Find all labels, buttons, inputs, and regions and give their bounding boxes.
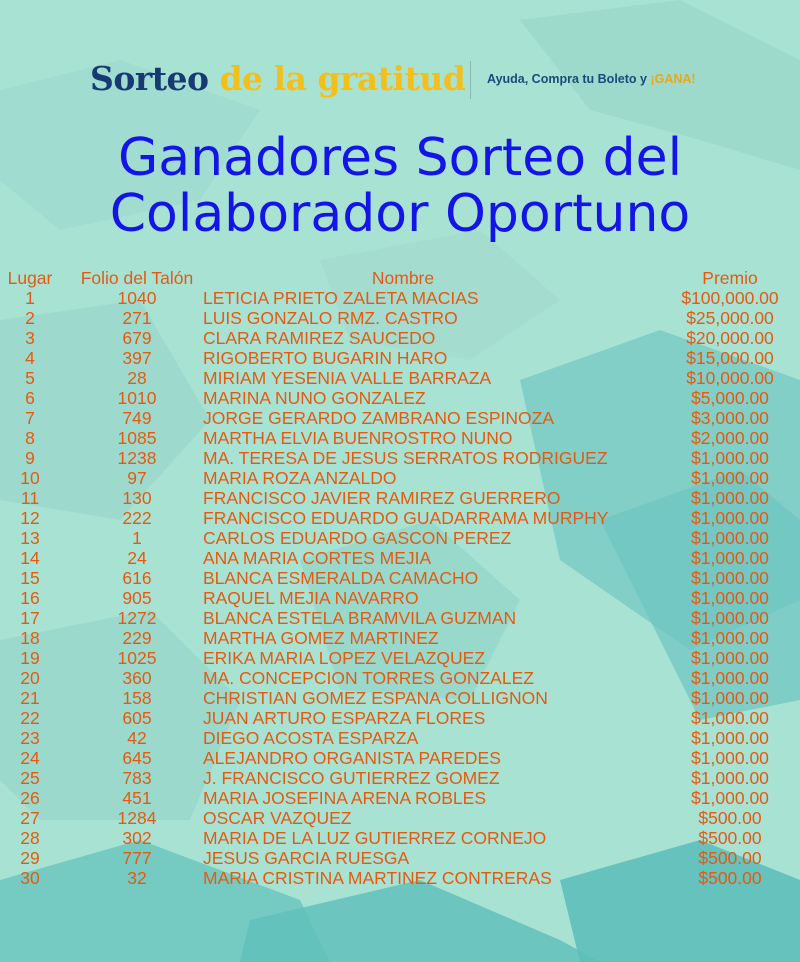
table-row: [0, 328, 800, 348]
cell-premio: $1,000.00: [691, 668, 769, 688]
cell-lugar: 6: [25, 388, 35, 408]
cell-lugar: 7: [25, 408, 35, 428]
cell-premio: $3,000.00: [691, 408, 769, 428]
cell-lugar: 13: [20, 528, 40, 548]
cell-lugar: 25: [20, 768, 40, 788]
header-folio: Folio del Talón: [80, 268, 194, 288]
cell-premio: $1,000.00: [691, 728, 769, 748]
cell-folio: 24: [127, 548, 147, 568]
table-row: [0, 768, 800, 788]
table-row: [0, 648, 800, 668]
cell-folio: 130: [122, 488, 152, 508]
table-row: [0, 468, 800, 488]
cell-premio: $500.00: [698, 808, 762, 828]
cell-folio: 97: [127, 468, 147, 488]
cell-nombre: BLANCA ESMERALDA CAMACHO: [203, 568, 479, 588]
cell-folio: 360: [122, 668, 152, 688]
table-body: [0, 288, 800, 888]
table-row: [0, 848, 800, 868]
table-header: [0, 268, 800, 288]
table-row: [0, 828, 800, 848]
table-row: [0, 708, 800, 728]
cell-nombre: FRANCISCO EDUARDO GUADARRAMA MURPHY: [203, 508, 609, 528]
cell-nombre: MARIA JOSEFINA ARENA ROBLES: [203, 788, 487, 808]
cell-folio: 158: [122, 688, 152, 708]
cell-folio: 1085: [117, 428, 157, 448]
tagline: [487, 72, 696, 86]
cell-lugar: 8: [25, 428, 35, 448]
cell-nombre: BLANCA ESTELA BRAMVILA GUZMAN: [203, 608, 517, 628]
table-row: [0, 788, 800, 808]
cell-nombre: DIEGO ACOSTA ESPARZA: [203, 728, 419, 748]
cell-nombre: CHRISTIAN GOMEZ ESPANA COLLIGNON: [203, 688, 548, 708]
cell-folio: 905: [122, 588, 152, 608]
cell-lugar: 18: [20, 628, 40, 648]
table-row: [0, 528, 800, 548]
cell-lugar: 22: [20, 708, 40, 728]
cell-lugar: 14: [20, 548, 40, 568]
cell-premio: $1,000.00: [691, 488, 769, 508]
cell-folio: 1238: [117, 448, 157, 468]
cell-lugar: 21: [20, 688, 40, 708]
cell-premio: $1,000.00: [691, 588, 769, 608]
cell-premio: $1,000.00: [691, 708, 769, 728]
cell-nombre: FRANCISCO JAVIER RAMIREZ GUERRERO: [203, 488, 561, 508]
cell-folio: 42: [127, 728, 147, 748]
cell-lugar: 28: [20, 828, 40, 848]
table-row: [0, 628, 800, 648]
cell-folio: 222: [122, 508, 152, 528]
cell-folio: 645: [122, 748, 152, 768]
cell-nombre: RAQUEL MEJIA NAVARRO: [203, 588, 419, 608]
cell-folio: 616: [122, 568, 152, 588]
cell-premio: $1,000.00: [691, 568, 769, 588]
cell-nombre: JESUS GARCIA RUESGA: [203, 848, 410, 868]
table-row: [0, 368, 800, 388]
cell-folio: 679: [122, 328, 152, 348]
cell-lugar: 30: [20, 868, 40, 888]
cell-premio: $500.00: [698, 868, 762, 888]
table-row: [0, 548, 800, 568]
cell-premio: $1,000.00: [691, 448, 769, 468]
cell-lugar: 15: [20, 568, 40, 588]
cell-folio: 302: [122, 828, 152, 848]
cell-premio: $1,000.00: [691, 508, 769, 528]
cell-premio: $1,000.00: [691, 688, 769, 708]
cell-lugar: 10: [20, 468, 40, 488]
table-row: [0, 348, 800, 368]
cell-nombre: MARINA NUNO GONZALEZ: [203, 388, 426, 408]
winners-table: [0, 268, 800, 888]
cell-lugar: 17: [20, 608, 40, 628]
table-row: [0, 808, 800, 828]
cell-folio: 1010: [117, 388, 157, 408]
cell-nombre: MA. CONCEPCION TORRES GONZALEZ: [203, 668, 534, 688]
cell-premio: $500.00: [698, 848, 762, 868]
cell-premio: $2,000.00: [691, 428, 769, 448]
cell-premio: $1,000.00: [691, 748, 769, 768]
logo-divider: [470, 61, 471, 99]
logo-header: [0, 58, 800, 104]
cell-lugar: 9: [25, 448, 35, 468]
tagline-accent: ¡GANA!: [650, 72, 696, 86]
cell-premio: $25,000.00: [686, 308, 774, 328]
table-row: [0, 488, 800, 508]
tagline-text: Ayuda, Compra tu Boleto y: [487, 72, 647, 86]
cell-folio: 1284: [117, 808, 157, 828]
cell-folio: 28: [127, 368, 147, 388]
cell-nombre: MARIA DE LA LUZ GUTIERREZ CORNEJO: [203, 828, 547, 848]
cell-lugar: 11: [20, 488, 40, 508]
cell-folio: 605: [122, 708, 152, 728]
table-row: [0, 748, 800, 768]
cell-nombre: JORGE GERARDO ZAMBRANO ESPINOZA: [203, 408, 555, 428]
logo-text-sorteo: Sorteo: [90, 59, 209, 98]
table-row: [0, 408, 800, 428]
table-row: [0, 668, 800, 688]
table-row: [0, 688, 800, 708]
cell-premio: $10,000.00: [686, 368, 774, 388]
cell-lugar: 19: [20, 648, 40, 668]
cell-nombre: MARTHA GOMEZ MARTINEZ: [203, 628, 439, 648]
cell-lugar: 5: [25, 368, 35, 388]
cell-folio: 1040: [117, 288, 157, 308]
cell-folio: 451: [122, 788, 152, 808]
cell-lugar: 3: [25, 328, 35, 348]
cell-lugar: 20: [20, 668, 40, 688]
cell-premio: $1,000.00: [691, 468, 769, 488]
cell-nombre: CLARA RAMIREZ SAUCEDO: [203, 328, 436, 348]
cell-lugar: 26: [20, 788, 40, 808]
cell-premio: $5,000.00: [691, 388, 769, 408]
header-premio: Premio: [702, 268, 758, 288]
table-row: [0, 388, 800, 408]
cell-folio: 783: [122, 768, 152, 788]
cell-nombre: ANA MARIA CORTES MEJIA: [203, 548, 432, 568]
cell-nombre: MARIA CRISTINA MARTINEZ CONTRERAS: [203, 868, 552, 888]
cell-folio: 32: [127, 868, 147, 888]
logo-text-gratitud: de la gratitud: [219, 59, 466, 98]
cell-lugar: 23: [20, 728, 40, 748]
cell-nombre: MARIA ROZA ANZALDO: [203, 468, 397, 488]
cell-nombre: LUIS GONZALO RMZ. CASTRO: [203, 308, 458, 328]
cell-nombre: CARLOS EDUARDO GASCON PEREZ: [203, 528, 512, 548]
table-row: [0, 288, 800, 308]
cell-lugar: 2: [25, 308, 35, 328]
cell-nombre: RIGOBERTO BUGARIN HARO: [203, 348, 448, 368]
page-title-line-2: Colaborador Oportuno: [109, 184, 691, 244]
cell-nombre: OSCAR VAZQUEZ: [203, 808, 352, 828]
cell-nombre: ALEJANDRO ORGANISTA PAREDES: [203, 748, 501, 768]
cell-folio: 271: [122, 308, 152, 328]
cell-lugar: 16: [20, 588, 40, 608]
cell-nombre: MIRIAM YESENIA VALLE BARRAZA: [203, 368, 492, 388]
cell-premio: $1,000.00: [691, 628, 769, 648]
cell-nombre: MA. TERESA DE JESUS SERRATOS RODRIGUEZ: [203, 448, 608, 468]
cell-lugar: 1: [25, 288, 35, 308]
header-nombre: Nombre: [371, 268, 435, 288]
cell-premio: $1,000.00: [691, 548, 769, 568]
header-lugar: Lugar: [7, 268, 53, 288]
cell-premio: $1,000.00: [691, 608, 769, 628]
cell-lugar: 29: [20, 848, 40, 868]
cell-lugar: 12: [20, 508, 40, 528]
table-row: [0, 448, 800, 468]
cell-premio: $20,000.00: [686, 328, 774, 348]
cell-premio: $1,000.00: [691, 648, 769, 668]
cell-premio: $500.00: [698, 828, 762, 848]
logo: [90, 58, 465, 100]
cell-folio: 777: [122, 848, 152, 868]
cell-premio: $1,000.00: [691, 528, 769, 548]
cell-nombre: ERIKA MARIA LOPEZ VELAZQUEZ: [203, 648, 486, 668]
cell-folio: 397: [122, 348, 152, 368]
cell-folio: 1025: [117, 648, 157, 668]
table-row: [0, 608, 800, 628]
cell-lugar: 4: [25, 348, 35, 368]
cell-folio: 1: [132, 528, 142, 548]
table-row: [0, 308, 800, 328]
cell-premio: $15,000.00: [686, 348, 774, 368]
table-row: [0, 508, 800, 528]
table-row: [0, 728, 800, 748]
table-row: [0, 868, 800, 888]
cell-nombre: MARTHA ELVIA BUENROSTRO NUNO: [203, 428, 513, 448]
table-row: [0, 428, 800, 448]
cell-folio: 1272: [117, 608, 157, 628]
cell-premio: $1,000.00: [691, 788, 769, 808]
table-row: [0, 588, 800, 608]
cell-lugar: 27: [20, 808, 40, 828]
cell-nombre: J. FRANCISCO GUTIERREZ GOMEZ: [203, 768, 500, 788]
cell-folio: 749: [122, 408, 152, 428]
page-title-line-1: Ganadores Sorteo del: [117, 128, 683, 188]
cell-premio: $1,000.00: [691, 768, 769, 788]
cell-folio: 229: [122, 628, 152, 648]
table-row: [0, 568, 800, 588]
cell-nombre: JUAN ARTURO ESPARZA FLORES: [203, 708, 486, 728]
cell-lugar: 24: [20, 748, 40, 768]
cell-premio: $100,000.00: [681, 288, 779, 308]
cell-nombre: LETICIA PRIETO ZALETA MACIAS: [203, 288, 479, 308]
